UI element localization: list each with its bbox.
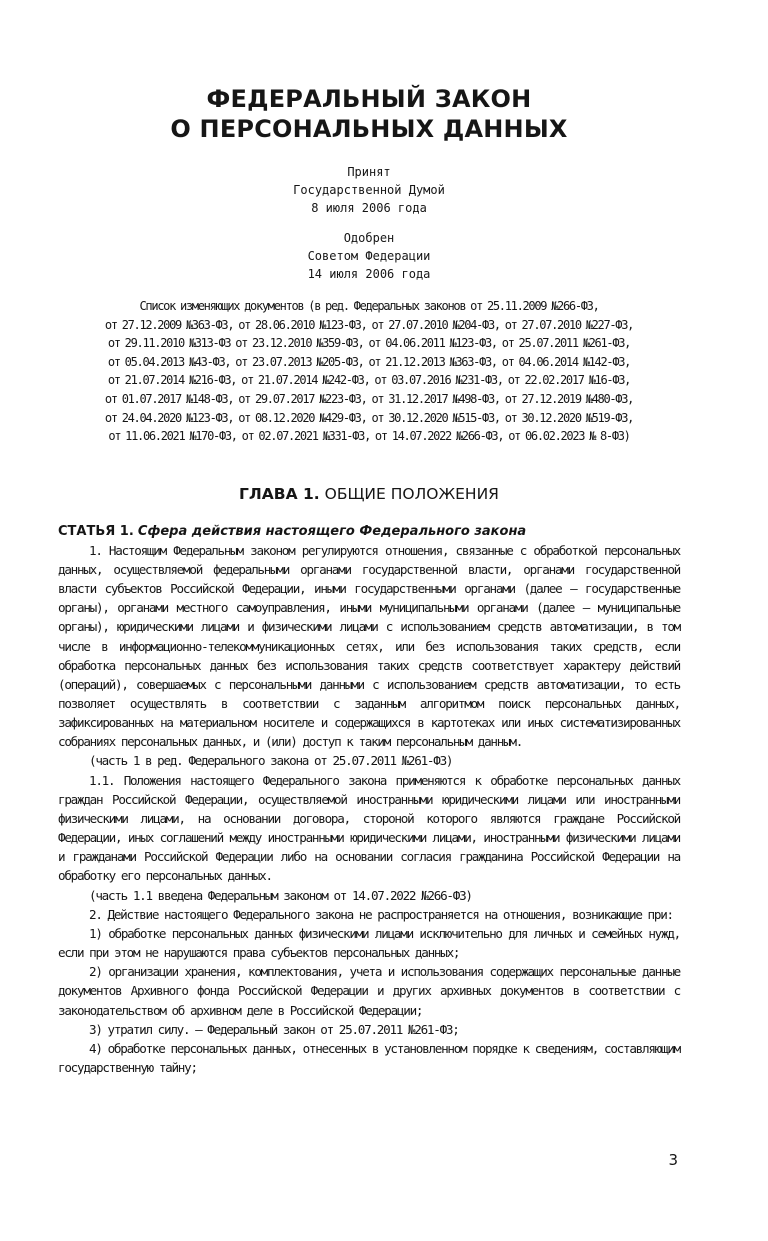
adopted-line-2: Государственной Думой: [293, 183, 445, 197]
chapter-name: ОБЩИЕ ПОЛОЖЕНИЯ: [324, 484, 499, 503]
paragraph: 2) организации хранения, комплектования, учета и использования содержащих персональные данные документов Архивного фонда Российской Федерации и других архивных документов в соответствии с законодательством об архивном деле в Российской Федерации;: [58, 964, 680, 1018]
amendments-line: Список изменяющих документов (в ред. Федеральных законов от 25.11.2009 №266-ФЗ,: [139, 299, 599, 313]
amendments-list: [58, 297, 680, 446]
amendments-line: от 24.04.2020 №123-ФЗ, от 08.12.2020 №429-ФЗ, от 30.12.2020 №515-ФЗ, от 30.12.2020 №519-ФЗ,: [104, 410, 634, 425]
article-name: Сфера действия настоящего Федерального закона: [137, 523, 527, 539]
chapter-label: ГЛАВА 1.: [239, 484, 320, 503]
paragraph: 1. Настоящим Федеральным законом регулируются отношения, связанные с обработкой персональных данных, осуществляемой федеральными органами государственной власти, органами государственной власти субъектов Российской Федерации, иными государственными органами (далее — государственные органы), органами местного самоуправления, иными муниципальными органами (далее — муниципальные органы), юридическими лицами и физическими лицами с использованием средств автоматизации, в том числе в информационно-телекоммуникационных сетях, или без использования таких средств, если обработка персональных данных без использования таких средств соответствует характеру действий (операций), совершаемых с персональными данными с использованием средств автоматизации, то есть позволяет осуществлять в соответствии с заданным алгоритмом поиск персональных данных, зафиксированных на материальном носителе и содержащихся в картотеках или иных систематизированных собраниях персональных данных, и (или) доступ к таким персональным данным.: [58, 542, 680, 750]
article-body: [58, 541, 680, 1077]
approved-block: [58, 229, 680, 283]
adopted-block: [58, 163, 680, 217]
law-title-line-2: О ПЕРСОНАЛЬНЫХ ДАННЫХ: [170, 115, 568, 143]
approved-line-2: Советом Федерации: [307, 249, 431, 263]
amendments-line: от 29.11.2010 №313-ФЗ от 23.12.2010 №359-ФЗ, от 04.06.2011 №123-ФЗ, от 25.07.2011 №261-ФЗ,: [107, 336, 631, 351]
page-number: 3: [668, 1151, 678, 1169]
paragraph: (часть 1 в ред. Федерального закона от 25.07.2011 №261-ФЗ): [89, 753, 453, 769]
document-page: [58, 0, 680, 1077]
approved-line-3: 14 июля 2006 года: [307, 267, 431, 281]
amendments-line: от 05.04.2013 №43-ФЗ, от 23.07.2013 №205-ФЗ, от 21.12.2013 №363-ФЗ, от 04.06.2014 №142-ФЗ,: [107, 354, 631, 369]
paragraph: 1.1. Положения настоящего Федерального закона применяются к обработке персональных данных граждан Российской Федерации, осуществляемой иностранными юридическими лицами или иностранными физическими лицами, на основании договора, стороной которого являются граждане Российской Федерации, иных соглашений между иностранными юридическими лицами, иностранными физическими лицами и гражданами Российской Федерации либо на основании согласия гражданина Российской Федерации на обработку его персональных данных.: [58, 772, 680, 884]
paragraph: 3) утратил силу. — Федеральный закон от 25.07.2011 №261-ФЗ;: [89, 1021, 459, 1037]
law-title: [58, 84, 680, 144]
paragraph: (часть 1.1 введена Федеральным законом от 14.07.2022 №266-ФЗ): [89, 887, 472, 903]
adopted-line-1: Принят: [347, 165, 391, 179]
article-heading: [58, 522, 680, 541]
paragraph: 4) обработке персональных данных, отнесенных в установленном порядке к сведениям, составляющим государственную тайну;: [58, 1040, 680, 1075]
amendments-line: от 11.06.2021 №170-ФЗ, от 02.07.2021 №331-ФЗ, от 14.07.2022 №266-ФЗ, от 06.02.2023 № 8-ФЗ): [108, 429, 630, 444]
amendments-line: от 01.07.2017 №148-ФЗ, от 29.07.2017 №223-ФЗ, от 31.12.2017 №498-ФЗ, от 27.12.2019 №480-ФЗ,: [104, 391, 634, 406]
amendments-line: от 21.07.2014 №216-ФЗ, от 21.07.2014 №242-ФЗ, от 03.07.2016 №231-ФЗ, от 22.02.2017 №16-ФЗ,: [107, 373, 631, 388]
amendments-line: от 27.12.2009 №363-ФЗ, от 28.06.2010 №123-ФЗ, от 27.07.2010 №204-ФЗ, от 27.07.2010 №227-ФЗ,: [104, 317, 634, 332]
chapter-heading: [58, 484, 680, 504]
adopted-line-3: 8 июля 2006 года: [311, 201, 427, 215]
paragraph: 2. Действие настоящего Федерального закона не распространяется на отношения, возникающие при:: [89, 906, 673, 922]
approved-line-1: Одобрен: [343, 231, 395, 245]
article-label: СТАТЬЯ 1.: [58, 523, 134, 539]
paragraph: 1) обработке персональных данных физическими лицами исключительно для личных и семейных нужд, если при этом не нарушаются права субъектов персональных данных;: [58, 925, 680, 961]
law-title-line-1: ФЕДЕРАЛЬНЫЙ ЗАКОН: [206, 85, 532, 113]
